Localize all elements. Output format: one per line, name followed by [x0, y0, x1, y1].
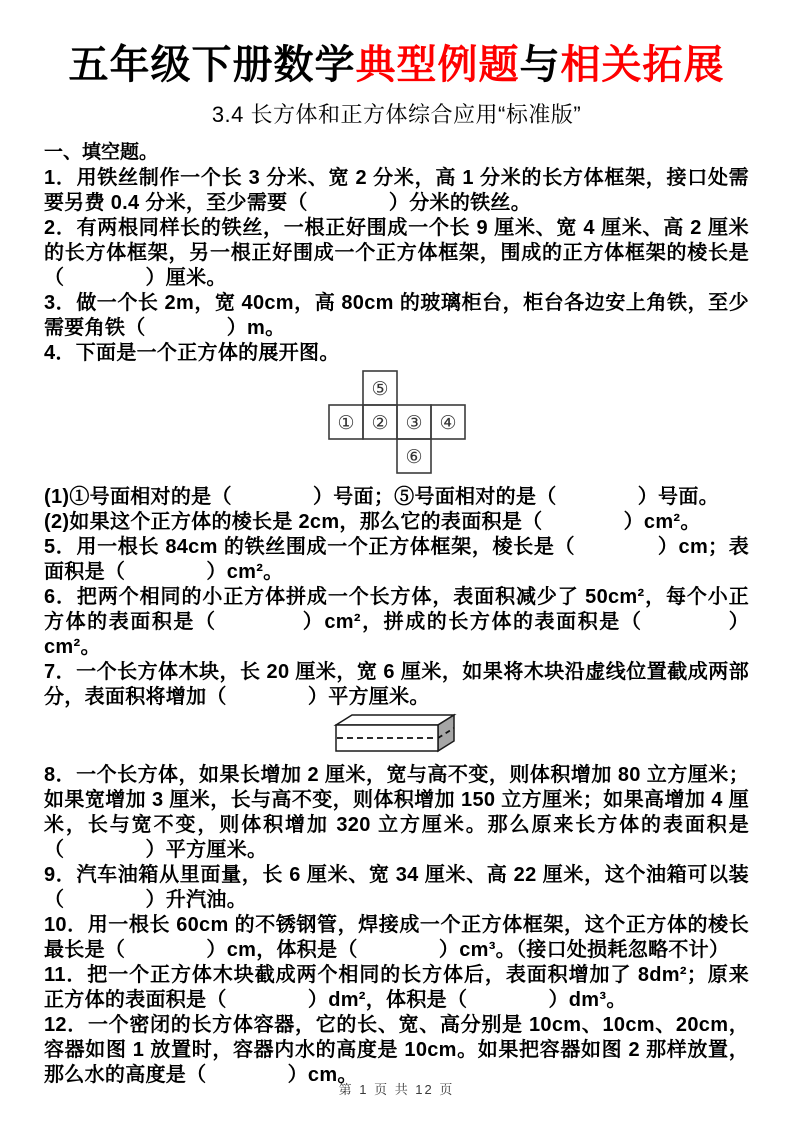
title-segment-black-1: 五年级下册数学: [68, 43, 356, 87]
cuboid-diagram: [44, 712, 749, 761]
net-label-3: ③: [404, 413, 423, 434]
problem-9: 9．汽车油箱从里面量，长 6 厘米、宽 34 厘米、高 22 厘米，这个油箱可以装（ ）升汽油。: [44, 864, 749, 911]
problem-2: 2．有两根同样长的铁丝，一根正好围成一个长 9 厘米、宽 4 厘米、高 2 厘米的长方体框架，另一根正好围成一个正方体框架，围成的正方体框架的棱长是（ ）厘米。: [44, 217, 749, 289]
net-label-2: ②: [370, 413, 389, 434]
problem-4: 4．下面是一个正方体的展开图。: [44, 342, 340, 364]
problem-4-sub-1: (1)①号面相对的是（ ）号面；⑤号面相对的是（ ）号面。: [44, 486, 719, 508]
problem-4-sub-2: (2)如果这个正方体的棱长是 2cm，那么它的表面积是（ ）cm²。: [44, 511, 701, 533]
net-label-4: ④: [438, 413, 457, 434]
problem-11: 11．把一个正方体木块截成两个相同的长方体后，表面积增加了 8dm²；原来正方体的表面积是（ ）dm²，体积是（ ）dm³。: [44, 964, 749, 1011]
section-heading-fill-in-blanks: 一、填空题。: [44, 142, 159, 163]
problem-5: 5．用一根长 84cm 的铁丝围成一个正方体框架，棱长是（ ）cm；表面积是（ ）cm²。: [44, 536, 749, 583]
subtitle: 3.4 长方体和正方体综合应用“标准版”: [211, 102, 582, 127]
page-number-footer: 第 1 页 共 12 页: [338, 1082, 455, 1097]
title-segment-black-2: 与: [519, 43, 561, 87]
net-label-6: ⑥: [404, 447, 423, 468]
problem-10: 10．用一根长 60cm 的不锈钢管，焊接成一个正方体框架，这个正方体的棱长最长是（ ）cm，体积是（ ）cm³。（接口处损耗忽略不计）: [44, 914, 749, 961]
cuboid-svg: [333, 712, 461, 756]
net-label-5: ⑤: [370, 379, 389, 400]
problem-3: 3．做一个长 2m，宽 40cm，高 80cm 的玻璃柜台，柜台各边安上角铁，至少需要角铁（ ）m。: [44, 292, 749, 339]
net-label-1: ①: [336, 413, 355, 434]
cube-net-svg: [328, 370, 466, 474]
problem-6: 6．把两个相同的小正方体拼成一个长方体，表面积减少了 50cm²，每个小正方体的表面积是（ ）cm²，拼成的长方体的表面积是（ ）cm²。: [44, 586, 749, 658]
title-segment-red-1: 典型例题: [355, 43, 520, 87]
cube-net-diagram: [44, 370, 749, 479]
title-segment-red-2: 相关拓展: [560, 43, 725, 87]
problem-12: 12．一个密闭的长方体容器，它的长、宽、高分别是 10cm、10cm、20cm，容器如图 1 放置时，容器内水的高度是 10cm。如果把容器如图 2 那样放置，那么水的高度是（ ）cm。: [44, 1014, 749, 1086]
page-title: [44, 42, 749, 88]
problem-1: 1．用铁丝制作一个长 3 分米、宽 2 分米，高 1 分米的长方体框架，接口处需要另费 0.4 分米，至少需要（ ）分米的铁丝。: [44, 167, 749, 214]
problem-8: 8．一个长方体，如果长增加 2 厘米，宽与高不变，则体积增加 80 立方厘米；如果宽增加 3 厘米，长与高不变，则体积增加 150 立方厘米；如果高增加 4 厘米，长与宽不变，则体积增加 320 立方厘米。那么原来长方体的表面积是（ ）平方厘米。: [44, 764, 749, 861]
problem-7: 7．一个长方体木块，长 20 厘米，宽 6 厘米，如果将木块沿虚线位置截成两部分，表面积将增加（ ）平方厘米。: [44, 661, 749, 708]
cuboid-top-face: [336, 715, 454, 725]
